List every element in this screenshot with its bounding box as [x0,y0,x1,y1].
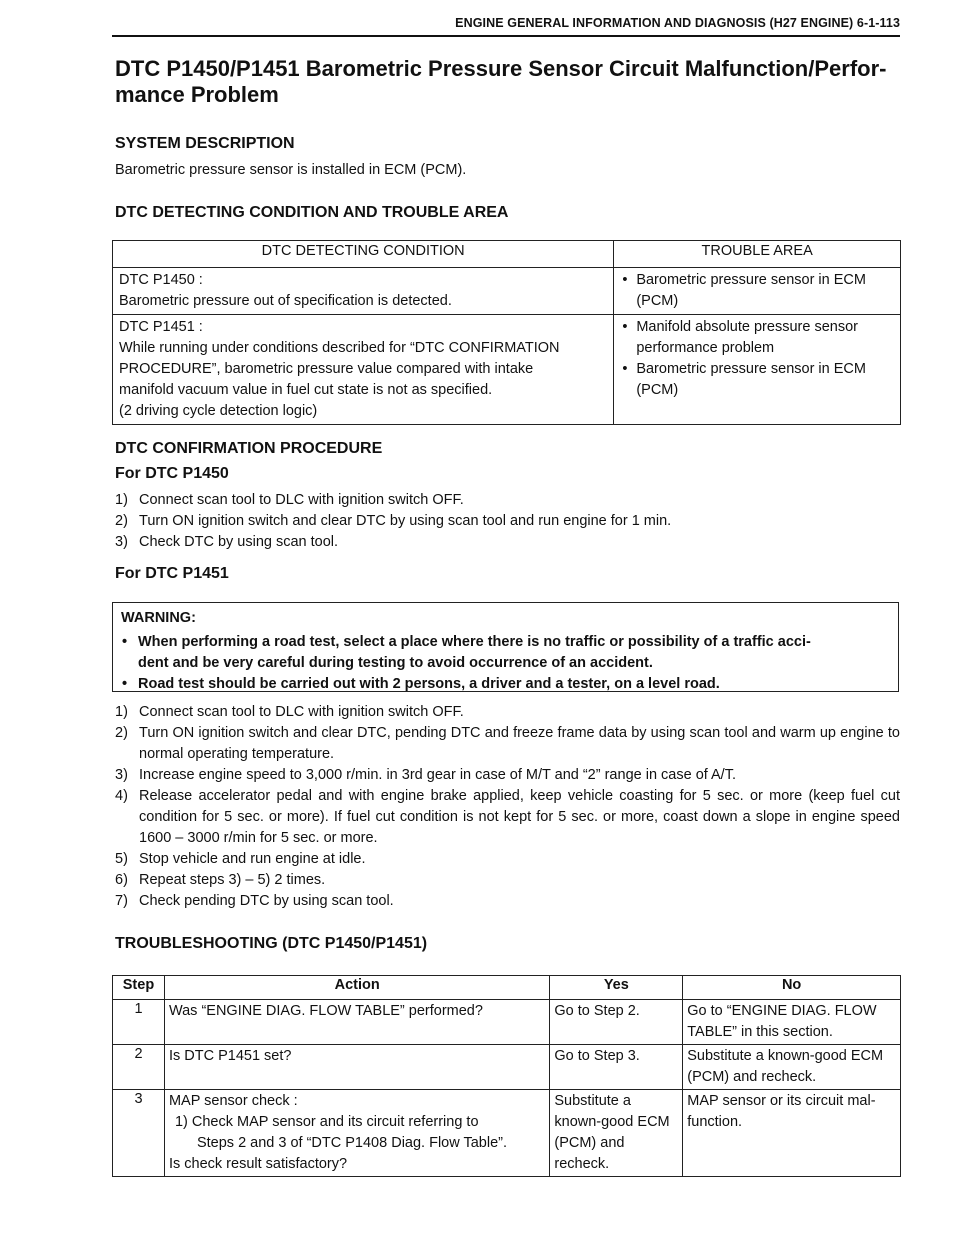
action-cell: Is DTC P1451 set? [164,1045,549,1090]
table-row [113,268,901,315]
p1451-steps [115,702,900,912]
table-row [113,1045,901,1090]
column-header: Yes [550,976,683,1000]
trouble-area-list [620,270,894,312]
system-description-heading: SYSTEM DESCRIPTION [115,135,295,152]
action-cell: Was “ENGINE DIAG. FLOW TABLE” performed? [164,1000,549,1045]
column-header: Step [113,976,165,1000]
list-item: • Manifold absolute pressure sensor performance problem [620,317,894,359]
no-cell: Go to “ENGINE DIAG. FLOW TABLE” in this section. [683,1000,901,1045]
p1450-heading: For DTC P1450 [115,465,229,482]
yes-cell: Substitute a known-good ECM (PCM) and recheck. [550,1090,683,1177]
list-item: 3) Check DTC by using scan tool. [115,534,339,550]
header-text: ENGINE GENERAL INFORMATION AND DIAGNOSIS (H27 ENGINE) 6-1-113 [455,16,900,30]
list-item: • Barometric pressure sensor in ECM (PCM) [620,270,894,312]
dtc-condition-table [112,240,901,425]
system-description-text: Barometric pressure sensor is installed in ECM (PCM). [115,162,467,178]
page-header [112,14,900,36]
step-cell: 1 [113,1000,165,1045]
header-rule [112,35,900,37]
table-row [113,1000,901,1045]
list-item: 7) Check pending DTC by using scan tool. [115,893,394,909]
list-item: 6) Repeat steps 3) – 5) 2 times. [115,872,326,888]
list-item: 2) Turn ON ignition switch and clear DTC by using scan tool and run engine for 1 min. [115,513,672,529]
list-item: 1) Connect scan tool to DLC with ignition switch OFF. [115,704,464,720]
column-header: No [683,976,901,1000]
page-title [115,56,895,108]
condition-line: manifold vacuum value in fuel cut state is not as specified. [119,382,493,398]
p1451-heading: For DTC P1451 [115,565,229,582]
column-header: TROUBLE AREA [614,241,901,268]
table-row [113,315,901,425]
condition-cell [113,315,614,425]
column-header: DTC DETECTING CONDITION [113,241,614,268]
troubleshooting-heading: TROUBLESHOOTING (DTC P1450/P1451) [115,935,428,952]
condition-cell [113,268,614,315]
list-item: • Road test should be carried out with 2 persons, a driver and a tester, on a level road. [121,674,890,695]
yes-cell: Go to Step 3. [550,1045,683,1090]
list-item: 2) Turn ON ignition switch and clear DTC, pending DTC and freeze frame data by using scan tool and warm up engine to normal operating temperature. [115,725,900,762]
warning-title: WARNING: [121,610,196,626]
list-item: • Barometric pressure sensor in ECM (PCM) [620,359,894,401]
table-header-row [113,241,901,268]
list-item: 5) Stop vehicle and run engine at idle. [115,851,366,867]
trouble-area-cell [614,268,901,315]
page-title-text: DTC P1450/P1451 Barometric Pressure Sensor Circuit Malfunction/Perfor- mance Problem [115,56,887,107]
no-cell: MAP sensor or its circuit mal-function. [683,1090,901,1177]
list-item: • When performing a road test, select a place where there is no traffic or possibility of a traffic acci- dent and be very careful during testing to avoid occurrence of an accident. [121,632,890,674]
step-cell: 2 [113,1045,165,1090]
condition-line: Barometric pressure out of specification is detected. [119,293,452,309]
p1450-steps [115,490,900,553]
warning-list [121,632,890,695]
dtc-condition-heading: DTC DETECTING CONDITION AND TROUBLE AREA [115,204,509,221]
table-row [113,1090,901,1177]
confirmation-heading: DTC CONFIRMATION PROCEDURE [115,440,383,457]
step-cell: 3 [113,1090,165,1177]
table-header-row [113,976,901,1000]
troubleshooting-table [112,975,901,1177]
yes-cell: Go to Step 2. [550,1000,683,1045]
list-item: 4) Release accelerator pedal and with engine brake applied, keep vehicle coasting for 5 sec. or more (keep fuel cut condition for 5 sec. or more). If fuel cut condition is not kept for 5 sec. or more, coast down a slope in engine speed 1600 – 3000 r/min for 5 sec. or more. [115,788,900,846]
trouble-area-list [620,317,894,401]
warning-box [112,602,899,692]
condition-line: PROCEDURE”, barometric pressure value compared with intake [119,361,534,377]
trouble-area-cell [614,315,901,425]
list-item: 1) Connect scan tool to DLC with ignition switch OFF. [115,492,464,508]
condition-line: (2 driving cycle detection logic) [119,403,318,419]
no-cell: Substitute a known-good ECM (PCM) and recheck. [683,1045,901,1090]
action-cell: MAP sensor check : 1) Check MAP sensor and its circuit referring to Steps 2 and 3 of “DTC P1408 Diag. Flow Table”. Is check result satisfactory? [164,1090,549,1177]
condition-line: DTC P1450 : [119,272,203,288]
column-header: Action [164,976,549,1000]
list-item: 3) Increase engine speed to 3,000 r/min. in 3rd gear in case of M/T and “2” range in case of A/T. [115,767,736,783]
condition-line: DTC P1451 : [119,319,203,335]
condition-line: While running under conditions described for “DTC CONFIRMATION [119,340,560,356]
